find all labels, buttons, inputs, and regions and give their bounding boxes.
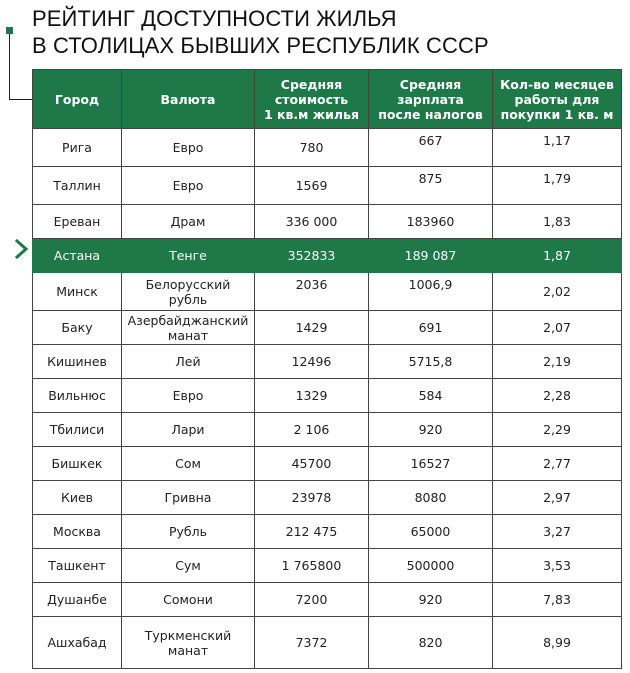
rating-table <box>32 69 622 669</box>
cell-months <box>493 481 622 515</box>
cell-salary <box>369 583 493 617</box>
cell-city <box>33 617 122 669</box>
header-currency <box>122 70 255 129</box>
cell-price-text: 1 765800 <box>281 558 342 573</box>
cell-city <box>33 311 122 345</box>
cell-price-text: 1429 <box>295 320 328 335</box>
cell-months-text: 2,28 <box>543 388 571 403</box>
header-price-line-2: стоимость <box>274 91 349 107</box>
cell-city <box>33 273 122 311</box>
cell-months-text: 3,53 <box>543 558 571 573</box>
cell-city <box>33 447 122 481</box>
cell-currency-line: Белорусский <box>145 276 231 292</box>
cell-months-text: 2,29 <box>543 422 571 437</box>
table-row <box>33 481 622 515</box>
cell-months <box>493 239 622 273</box>
table-row <box>33 129 622 167</box>
table-row <box>33 311 622 345</box>
cell-months <box>493 379 622 413</box>
cell-currency-line: манат <box>167 327 209 343</box>
cell-salary <box>369 379 493 413</box>
cell-salary-text: 5715,8 <box>408 354 453 369</box>
cell-salary-text: 65000 <box>410 524 451 539</box>
header-months-line-2: работы для <box>514 91 600 107</box>
cell-city-text: Ташкент <box>48 558 106 573</box>
cell-city-text: Минск <box>56 284 98 299</box>
cell-currency <box>122 515 255 549</box>
cell-salary <box>369 345 493 379</box>
cell-months-text: 3,27 <box>543 524 571 539</box>
cell-salary-text: 8080 <box>414 490 447 505</box>
cell-price-text: 212 475 <box>285 524 338 539</box>
cell-city-text: Вильнюс <box>48 388 106 403</box>
title-line-1: РЕЙТИНГ ДОСТУПНОСТИ ЖИЛЬЯ <box>32 6 397 31</box>
cell-months-text: 2,07 <box>543 320 571 335</box>
cell-salary-text: 667 <box>418 133 443 148</box>
cell-months <box>493 311 622 345</box>
cell-city-text: Ашхабад <box>47 635 107 650</box>
cell-price-text: 1329 <box>295 388 328 403</box>
table-row <box>33 413 622 447</box>
cell-currency-line: рубль <box>168 291 208 307</box>
header-salary-line-2: зарплата <box>397 91 464 107</box>
cell-currency-line: Туркменский <box>144 627 232 643</box>
cell-months <box>493 447 622 481</box>
cell-city <box>33 379 122 413</box>
cell-price-text: 2036 <box>295 277 328 292</box>
header-currency-text: Валюта <box>160 91 216 107</box>
cell-price-text: 7200 <box>295 592 328 607</box>
cell-price <box>255 345 369 379</box>
header-months-line-1: Кол-во месяцев <box>500 76 614 92</box>
cell-months <box>493 515 622 549</box>
cell-months <box>493 413 622 447</box>
header-months-line-3: покупки 1 кв. м <box>500 106 614 122</box>
cell-currency <box>122 379 255 413</box>
cell-months <box>493 583 622 617</box>
cell-salary-text: 820 <box>418 635 443 650</box>
cell-city-text: Москва <box>53 524 101 539</box>
table-row <box>33 345 622 379</box>
cell-currency-line: Драм <box>170 214 206 229</box>
cell-salary <box>369 413 493 447</box>
cell-months <box>493 205 622 239</box>
cell-price <box>255 379 369 413</box>
table-row <box>33 447 622 481</box>
cell-salary-text: 875 <box>418 171 443 186</box>
cell-months-text: 2,19 <box>543 354 571 369</box>
cell-city-text: Бишкек <box>51 456 103 471</box>
cell-salary <box>369 129 493 167</box>
cell-months-text: 7,83 <box>543 592 571 607</box>
cell-price-text: 45700 <box>291 456 332 471</box>
cell-price <box>255 273 369 311</box>
cell-currency-line: манат <box>167 642 209 658</box>
cell-months-text: 2,02 <box>543 284 571 299</box>
cell-city-text: Душанбе <box>47 592 107 607</box>
cell-months <box>493 129 622 167</box>
cell-months-text: 2,77 <box>543 456 571 471</box>
table-row <box>33 549 622 583</box>
cell-price <box>255 481 369 515</box>
cell-currency <box>122 481 255 515</box>
cell-currency-line: Сомони <box>163 592 213 607</box>
cell-months-text: 1,17 <box>543 133 571 148</box>
chevron-right-icon <box>14 239 30 259</box>
cell-currency <box>122 167 255 205</box>
cell-months <box>493 345 622 379</box>
cell-salary-text: 183960 <box>406 214 455 229</box>
cell-city <box>33 583 122 617</box>
cell-price <box>255 311 369 345</box>
cell-salary <box>369 617 493 669</box>
cell-salary-text: 16527 <box>410 456 451 471</box>
cell-price <box>255 413 369 447</box>
table-row <box>33 273 622 311</box>
cell-salary-text: 920 <box>418 592 443 607</box>
cell-months <box>493 617 622 669</box>
cell-price <box>255 447 369 481</box>
cell-currency-line: Азербайджанский <box>127 312 249 328</box>
table-row <box>33 205 622 239</box>
cell-currency <box>122 617 255 669</box>
header-price-line-1: Средняя <box>280 76 343 92</box>
table-row <box>33 239 622 273</box>
cell-city-text: Баку <box>61 320 93 335</box>
header-city <box>33 70 122 129</box>
cell-salary <box>369 311 493 345</box>
header-salary-line-1: Средняя <box>399 76 462 92</box>
table-row <box>33 617 622 669</box>
title-line-2: В СТОЛИЦАХ БЫВШИХ РЕСПУБЛИК СССР <box>32 33 489 58</box>
cell-price <box>255 583 369 617</box>
cell-currency-line: Евро <box>172 140 204 155</box>
cell-price-text: 780 <box>299 140 324 155</box>
table-row <box>33 583 622 617</box>
cell-currency <box>122 549 255 583</box>
header-price-line-3: 1 кв.м жилья <box>263 106 360 122</box>
cell-price-text: 1569 <box>295 178 328 193</box>
cell-currency <box>122 583 255 617</box>
cell-salary-text: 920 <box>418 422 443 437</box>
cell-months-text: 1,87 <box>543 248 571 263</box>
cell-price <box>255 129 369 167</box>
table-body <box>33 129 622 669</box>
header-months <box>493 70 622 129</box>
cell-currency-line: Гривна <box>164 490 212 505</box>
cell-salary <box>369 481 493 515</box>
cell-months <box>493 167 622 205</box>
cell-city-text: Кишинев <box>47 354 107 369</box>
header-row <box>33 70 622 129</box>
cell-currency-line: Сум <box>175 558 201 573</box>
cell-price-text: 7372 <box>295 635 328 650</box>
cell-price <box>255 617 369 669</box>
cell-salary-text: 189 087 <box>404 248 457 263</box>
cell-city <box>33 549 122 583</box>
cell-salary-text: 584 <box>418 388 443 403</box>
cell-city <box>33 167 122 205</box>
guide-line-vertical <box>9 34 10 100</box>
cell-currency-line: Тенге <box>169 248 207 263</box>
table-row <box>33 515 622 549</box>
cell-city <box>33 345 122 379</box>
cell-city-text: Ереван <box>53 214 101 229</box>
cell-price <box>255 549 369 583</box>
cell-months-text: 8,99 <box>543 635 571 650</box>
cell-currency-line: Сом <box>175 456 201 471</box>
cell-city-text: Таллин <box>53 178 101 193</box>
cell-city <box>33 205 122 239</box>
cell-salary-text: 1006,9 <box>408 277 453 292</box>
cell-price-text: 336 000 <box>285 214 338 229</box>
cell-salary <box>369 167 493 205</box>
cell-price <box>255 515 369 549</box>
cell-currency <box>122 413 255 447</box>
header-city-text: Город <box>54 91 100 107</box>
cell-currency-line: Лей <box>175 354 201 369</box>
cell-currency <box>122 311 255 345</box>
cell-price-text: 2 106 <box>293 422 330 437</box>
cell-salary <box>369 239 493 273</box>
cell-currency-line: Рубль <box>168 524 207 539</box>
cell-price <box>255 205 369 239</box>
cell-currency-line: Лари <box>171 422 205 437</box>
cell-city <box>33 515 122 549</box>
cell-salary-text: 500000 <box>406 558 455 573</box>
cell-salary <box>369 205 493 239</box>
cell-price <box>255 239 369 273</box>
cell-price-text: 12496 <box>291 354 332 369</box>
cell-city-text: Астана <box>53 248 101 263</box>
cell-city <box>33 129 122 167</box>
cell-price <box>255 167 369 205</box>
table-row <box>33 167 622 205</box>
cell-currency-line: Евро <box>172 388 204 403</box>
cell-months <box>493 549 622 583</box>
cell-currency <box>122 239 255 273</box>
cell-city <box>33 239 122 273</box>
table-header <box>33 70 622 129</box>
cell-salary <box>369 447 493 481</box>
header-salary-line-3: после налогов <box>378 106 483 122</box>
cell-months-text: 1,83 <box>543 214 571 229</box>
cell-city <box>33 481 122 515</box>
cell-currency-line: Евро <box>172 178 204 193</box>
cell-salary <box>369 515 493 549</box>
header-price <box>255 70 369 129</box>
cell-months <box>493 273 622 311</box>
cell-currency <box>122 345 255 379</box>
cell-salary <box>369 549 493 583</box>
page-title <box>32 5 489 59</box>
cell-months-text: 1,79 <box>543 171 571 186</box>
cell-price-text: 23978 <box>291 490 332 505</box>
cell-currency <box>122 205 255 239</box>
cell-months-text: 2,97 <box>543 490 571 505</box>
cell-price-text: 352833 <box>287 248 336 263</box>
cell-city-text: Киев <box>60 490 94 505</box>
header-salary <box>369 70 493 129</box>
cell-salary <box>369 273 493 311</box>
cell-currency <box>122 273 255 311</box>
table-row <box>33 379 622 413</box>
cell-salary-text: 691 <box>418 320 443 335</box>
cell-city <box>33 413 122 447</box>
cell-currency <box>122 129 255 167</box>
cell-city-text: Тбилиси <box>49 422 105 437</box>
title-bullet-marker <box>6 27 13 34</box>
cell-city-text: Рига <box>62 140 92 155</box>
cell-currency <box>122 447 255 481</box>
guide-line-horizontal <box>9 99 33 100</box>
